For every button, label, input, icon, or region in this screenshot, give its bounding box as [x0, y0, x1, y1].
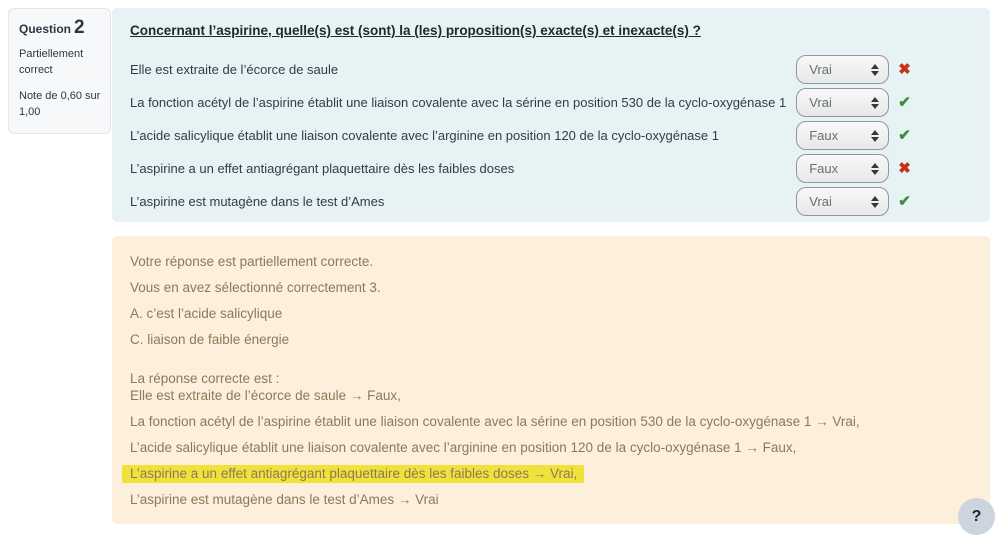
result-icon: ✔	[898, 93, 911, 111]
result-mark-cell	[889, 121, 911, 150]
answer-row	[130, 187, 911, 216]
answer-select-value: Vrai	[809, 62, 832, 77]
select-arrows-icon	[871, 196, 879, 208]
select-arrows-icon	[871, 130, 879, 142]
result-mark-cell	[889, 88, 911, 117]
right-answer-line	[130, 491, 972, 508]
feedback-line: A. c’est l’acide salicylique	[130, 306, 283, 321]
statement-text: L’aspirine a un effet antiagrégant plaquettaire dès les faibles doses	[130, 161, 515, 176]
select-arrows-icon	[871, 64, 879, 76]
result-mark-cell	[889, 187, 911, 216]
statement-text: L’acide salicylique établit une liaison covalente avec l’arginine en position 120 de la cyclo-oxygénase 1	[130, 128, 719, 143]
right-answer-text: Elle est extraite de l’écorce de saule → Faux,	[130, 388, 401, 403]
feedback-panel	[112, 236, 990, 524]
answer-select-value: Faux	[809, 128, 839, 143]
question-title: Concernant l’aspirine, quelle(s) est (sont) la (les) proposition(s) exacte(s) et inexacte(s) ?	[130, 23, 701, 38]
answer-row	[130, 88, 911, 117]
question-number: 2	[74, 17, 85, 38]
right-answer-text: L’acide salicylique établit une liaison covalente avec l’arginine en position 120 de la cyclo-oxygénase 1 → Faux,	[130, 440, 797, 455]
answer-row	[130, 154, 911, 183]
result-mark-cell	[889, 154, 911, 183]
question-state: Partiellement correct	[19, 48, 84, 76]
answer-select-value: Vrai	[809, 95, 832, 110]
answer-select-value: Vrai	[809, 194, 832, 209]
answer-select[interactable]	[796, 55, 889, 84]
answer-select[interactable]	[796, 121, 889, 150]
answer-select-value: Faux	[809, 161, 839, 176]
answer-select[interactable]	[796, 154, 889, 183]
statement-text: Elle est extraite de l’écorce de saule	[130, 62, 339, 77]
right-answer-line	[130, 387, 972, 404]
answer-row	[130, 121, 911, 150]
feedback-line: Vous en avez sélectionné correctement 3.	[130, 280, 381, 295]
answer-select-cell	[796, 55, 889, 84]
result-icon: ✔	[898, 192, 911, 210]
question-label: Question	[19, 22, 72, 36]
select-arrows-icon	[871, 97, 879, 109]
question-formulation	[112, 8, 990, 222]
right-answer-text: La fonction acétyl de l’aspirine établit une liaison covalente avec la sérine en position 530 de la cyclo-oxygénase 1 → Vrai,	[130, 414, 860, 429]
answer-select-cell	[796, 187, 889, 216]
select-arrows-icon	[871, 163, 879, 175]
answers-table	[130, 51, 911, 220]
help-button[interactable]: ?	[958, 498, 995, 535]
right-answer-block	[130, 370, 972, 508]
answer-row	[130, 55, 911, 84]
statement-text: La fonction acétyl de l’aspirine établit une liaison covalente avec la sérine en position 530 de la cyclo-oxygénase 1	[130, 95, 787, 110]
result-icon: ✔	[898, 126, 911, 144]
right-answer-line	[130, 413, 972, 430]
right-answer-text: L’aspirine est mutagène dans le test d’Ames → Vrai	[130, 492, 439, 507]
right-answer-text: L’aspirine a un effet antiagrégant plaquettaire dès les faibles doses → Vrai,	[122, 465, 584, 483]
feedback-line: Votre réponse est partiellement correcte.	[130, 254, 374, 269]
right-answer-line	[130, 439, 972, 456]
feedback-line: C. liaison de faible énergie	[130, 332, 290, 347]
result-icon: ✖	[898, 159, 911, 177]
result-mark-cell	[889, 55, 911, 84]
answer-select[interactable]	[796, 88, 889, 117]
answer-select[interactable]	[796, 187, 889, 216]
statement-text: L’aspirine est mutagène dans le test d’Ames	[130, 194, 385, 209]
result-icon: ✖	[898, 60, 911, 78]
question-info-panel	[8, 8, 111, 134]
answer-select-cell	[796, 88, 889, 117]
right-answer-line	[130, 465, 972, 482]
specific-feedback	[130, 253, 972, 348]
question-grade: Note de 0,60 sur 1,00	[19, 89, 101, 118]
answer-select-cell	[796, 154, 889, 183]
right-answer-intro: La réponse correcte est :	[130, 371, 280, 386]
question-number-row	[19, 18, 101, 38]
answer-select-cell	[796, 121, 889, 150]
right-answer-list	[130, 387, 972, 508]
